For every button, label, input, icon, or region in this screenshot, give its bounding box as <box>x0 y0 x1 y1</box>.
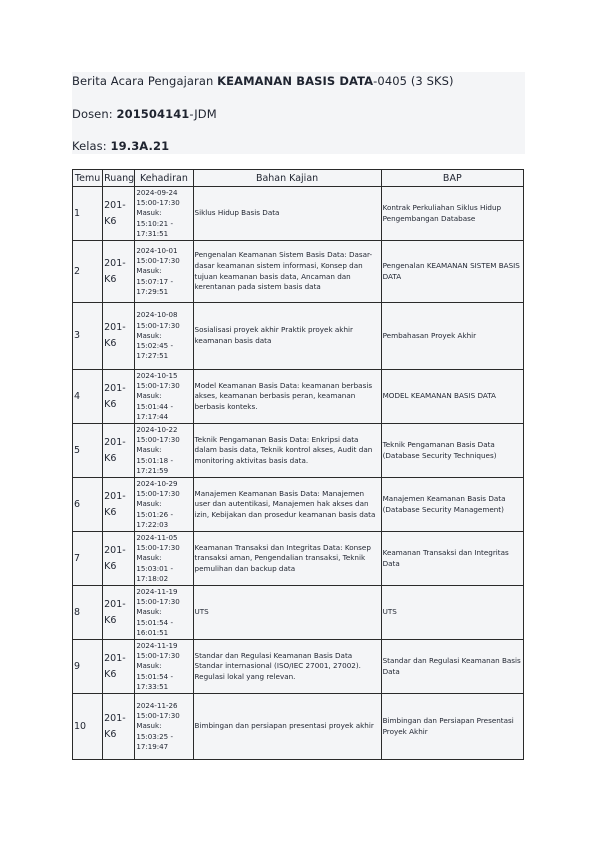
table-row <box>73 586 524 640</box>
cell-bahan-kajian: Bimbingan dan persiapan presentasi proyek akhir <box>193 694 381 760</box>
cell-temu: 1 <box>73 187 103 241</box>
col-header-kehadiran: Kehadiran <box>135 170 193 187</box>
cell-bahan-kajian: Manajemen Keamanan Basis Data: Manajemen user dan autentikasi, Manajemen hak akses dan izin, Kebijakan dan prosedur keamanan basis data <box>193 478 381 532</box>
cell-ruang: 201-K6 <box>103 640 135 694</box>
kelas-value: 19.3A.21 <box>110 139 170 153</box>
table-row <box>73 187 524 241</box>
cell-kehadiran: 2024-10-01 15:00-17:30 Masuk: 15:07:17 - 17:29:51 <box>135 241 193 303</box>
cell-ruang: 201-K6 <box>103 532 135 586</box>
title-line <box>72 74 454 88</box>
cell-temu: 5 <box>73 424 103 478</box>
cell-bap: Bimbingan dan Persiapan Presentasi Proyek Akhir <box>381 694 523 760</box>
cell-kehadiran: 2024-11-19 15:00-17:30 Masuk: 15:01:54 - 17:33:51 <box>135 640 193 694</box>
cell-bap: MODEL KEAMANAN BASIS DATA <box>381 370 523 424</box>
table-row <box>73 532 524 586</box>
table-row <box>73 424 524 478</box>
table-row <box>73 640 524 694</box>
cell-bahan-kajian: Sosialisasi proyek akhir Praktik proyek akhir keamanan basis data <box>193 303 381 370</box>
cell-temu: 4 <box>73 370 103 424</box>
cell-bap: Kontrak Perkuliahan Siklus Hidup Pengembangan Database <box>381 187 523 241</box>
cell-bahan-kajian: Model Keamanan Basis Data: keamanan berbasis akses, keamanan berbasis peran, keamanan berbasis konteks. <box>193 370 381 424</box>
title-prefix: Berita Acara Pengajaran <box>72 74 218 88</box>
cell-temu: 2 <box>73 241 103 303</box>
table-row <box>73 694 524 760</box>
cell-temu: 9 <box>73 640 103 694</box>
cell-ruang: 201-K6 <box>103 424 135 478</box>
cell-ruang: 201-K6 <box>103 187 135 241</box>
col-header-bahan-kajian: Bahan Kajian <box>193 170 381 187</box>
cell-bahan-kajian: Siklus Hidup Basis Data <box>193 187 381 241</box>
cell-kehadiran: 2024-10-08 15:00-17:30 Masuk: 15:02:45 - 17:27:51 <box>135 303 193 370</box>
cell-ruang: 201-K6 <box>103 586 135 640</box>
cell-bahan-kajian: Teknik Pengamanan Basis Data: Enkripsi data dalam basis data, Teknik kontrol akses, Audit dan monitoring aktivitas basis data. <box>193 424 381 478</box>
dosen-id: 201504141 <box>116 107 190 121</box>
table-row <box>73 370 524 424</box>
cell-bap: Teknik Pengamanan Basis Data (Database Security Techniques) <box>381 424 523 478</box>
cell-temu: 10 <box>73 694 103 760</box>
cell-bahan-kajian: Pengenalan Keamanan Sistem Basis Data: Dasar-dasar keamanan sistem informasi, Konsep dan tujuan keamanan basis data, Ancaman dan kerentanan pada sistem basis data <box>193 241 381 303</box>
table-header-row <box>73 170 524 187</box>
cell-kehadiran: 2024-10-22 15:00-17:30 Masuk: 15:01:18 - 17:21:59 <box>135 424 193 478</box>
cell-temu: 7 <box>73 532 103 586</box>
cell-ruang: 201-K6 <box>103 370 135 424</box>
dosen-code: -JDM <box>189 107 217 121</box>
table-row <box>73 303 524 370</box>
col-header-ruang: Ruang <box>103 170 135 187</box>
cell-bahan-kajian: Standar dan Regulasi Keamanan Basis Data Standar internasional (ISO/IEC 27001, 27002). Regulasi lokal yang relevan. <box>193 640 381 694</box>
cell-kehadiran: 2024-10-29 15:00-17:30 Masuk: 15:01:26 - 17:22:03 <box>135 478 193 532</box>
cell-ruang: 201-K6 <box>103 241 135 303</box>
dosen-label: Dosen: <box>72 107 117 121</box>
kelas-line <box>72 139 169 153</box>
course-code: -0405 (3 SKS) <box>373 74 454 88</box>
cell-temu: 3 <box>73 303 103 370</box>
cell-temu: 6 <box>73 478 103 532</box>
col-header-temu: Temu <box>73 170 103 187</box>
cell-ruang: 201-K6 <box>103 478 135 532</box>
cell-ruang: 201-K6 <box>103 694 135 760</box>
cell-bap: Manajemen Keamanan Basis Data (Database Security Management) <box>381 478 523 532</box>
cell-bap: UTS <box>381 586 523 640</box>
document-header <box>72 72 525 154</box>
attendance-table <box>72 169 524 760</box>
cell-kehadiran: 2024-09-24 15:00-17:30 Masuk: 15:10:21 - 17:31:51 <box>135 187 193 241</box>
cell-bap: Keamanan Transaksi dan Integritas Data <box>381 532 523 586</box>
dosen-line <box>72 107 217 121</box>
cell-bap: Standar dan Regulasi Keamanan Basis Data <box>381 640 523 694</box>
cell-kehadiran: 2024-11-26 15:00-17:30 Masuk: 15:03:25 - 17:19:47 <box>135 694 193 760</box>
cell-bahan-kajian: Keamanan Transaksi dan Integritas Data: Konsep transaksi aman, Pengendalian transaksi, Teknik pemulihan dan backup data <box>193 532 381 586</box>
col-header-bap: BAP <box>381 170 523 187</box>
cell-bap: Pengenalan KEAMANAN SISTEM BASIS DATA <box>381 241 523 303</box>
cell-temu: 8 <box>73 586 103 640</box>
cell-bap: Pembahasan Proyek Akhir <box>381 303 523 370</box>
table-row <box>73 478 524 532</box>
cell-kehadiran: 2024-11-05 15:00-17:30 Masuk: 15:03:01 - 17:18:02 <box>135 532 193 586</box>
kelas-label: Kelas: <box>72 139 111 153</box>
cell-kehadiran: 2024-11-19 15:00-17:30 Masuk: 15:01:54 - 16:01:51 <box>135 586 193 640</box>
table-row <box>73 241 524 303</box>
cell-ruang: 201-K6 <box>103 303 135 370</box>
cell-kehadiran: 2024-10-15 15:00-17:30 Masuk: 15:01:44 - 17:17:44 <box>135 370 193 424</box>
cell-bahan-kajian: UTS <box>193 586 381 640</box>
course-name: KEAMANAN BASIS DATA <box>217 74 374 88</box>
